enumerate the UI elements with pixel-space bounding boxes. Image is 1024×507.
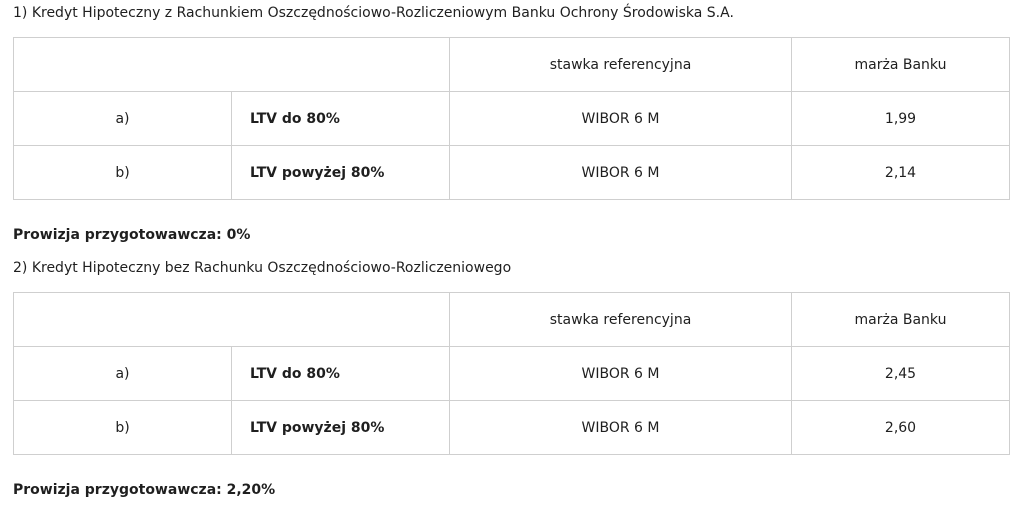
table-row <box>14 401 1010 455</box>
row-bank-margin: 2,60 <box>792 401 1010 455</box>
header-reference-rate: stawka referencyjna <box>450 293 792 347</box>
rates-table-1 <box>13 37 1010 200</box>
header-empty-cell <box>14 293 450 347</box>
row-label: LTV powyżej 80% <box>232 401 450 455</box>
section-2-commission: Prowizja przygotowawcza: 2,20% <box>13 482 276 498</box>
rates-table-2 <box>13 292 1010 455</box>
header-empty-cell <box>14 38 450 92</box>
row-reference-rate: WIBOR 6 M <box>450 401 792 455</box>
section-1-commission: Prowizja przygotowawcza: 0% <box>13 227 251 243</box>
table-row <box>14 92 1010 146</box>
row-label: LTV powyżej 80% <box>232 146 450 200</box>
row-letter: b) <box>14 401 232 455</box>
header-bank-margin: marża Banku <box>792 293 1010 347</box>
row-bank-margin: 1,99 <box>792 92 1010 146</box>
row-reference-rate: WIBOR 6 M <box>450 146 792 200</box>
row-letter: a) <box>14 347 232 401</box>
row-reference-rate: WIBOR 6 M <box>450 347 792 401</box>
table-header-row <box>14 293 1010 347</box>
table-row <box>14 347 1010 401</box>
row-bank-margin: 2,14 <box>792 146 1010 200</box>
table-header-row <box>14 38 1010 92</box>
row-label: LTV do 80% <box>232 92 450 146</box>
row-letter: a) <box>14 92 232 146</box>
header-bank-margin: marża Banku <box>792 38 1010 92</box>
row-reference-rate: WIBOR 6 M <box>450 92 792 146</box>
header-reference-rate: stawka referencyjna <box>450 38 792 92</box>
table-row <box>14 146 1010 200</box>
section-2-heading: 2) Kredyt Hipoteczny bez Rachunku Oszczędnościowo-Rozliczeniowego <box>13 260 512 276</box>
row-label: LTV do 80% <box>232 347 450 401</box>
section-1-heading: 1) Kredyt Hipoteczny z Rachunkiem Oszczędnościowo-Rozliczeniowym Banku Ochrony Środowiska S.A. <box>13 5 734 21</box>
row-bank-margin: 2,45 <box>792 347 1010 401</box>
row-letter: b) <box>14 146 232 200</box>
